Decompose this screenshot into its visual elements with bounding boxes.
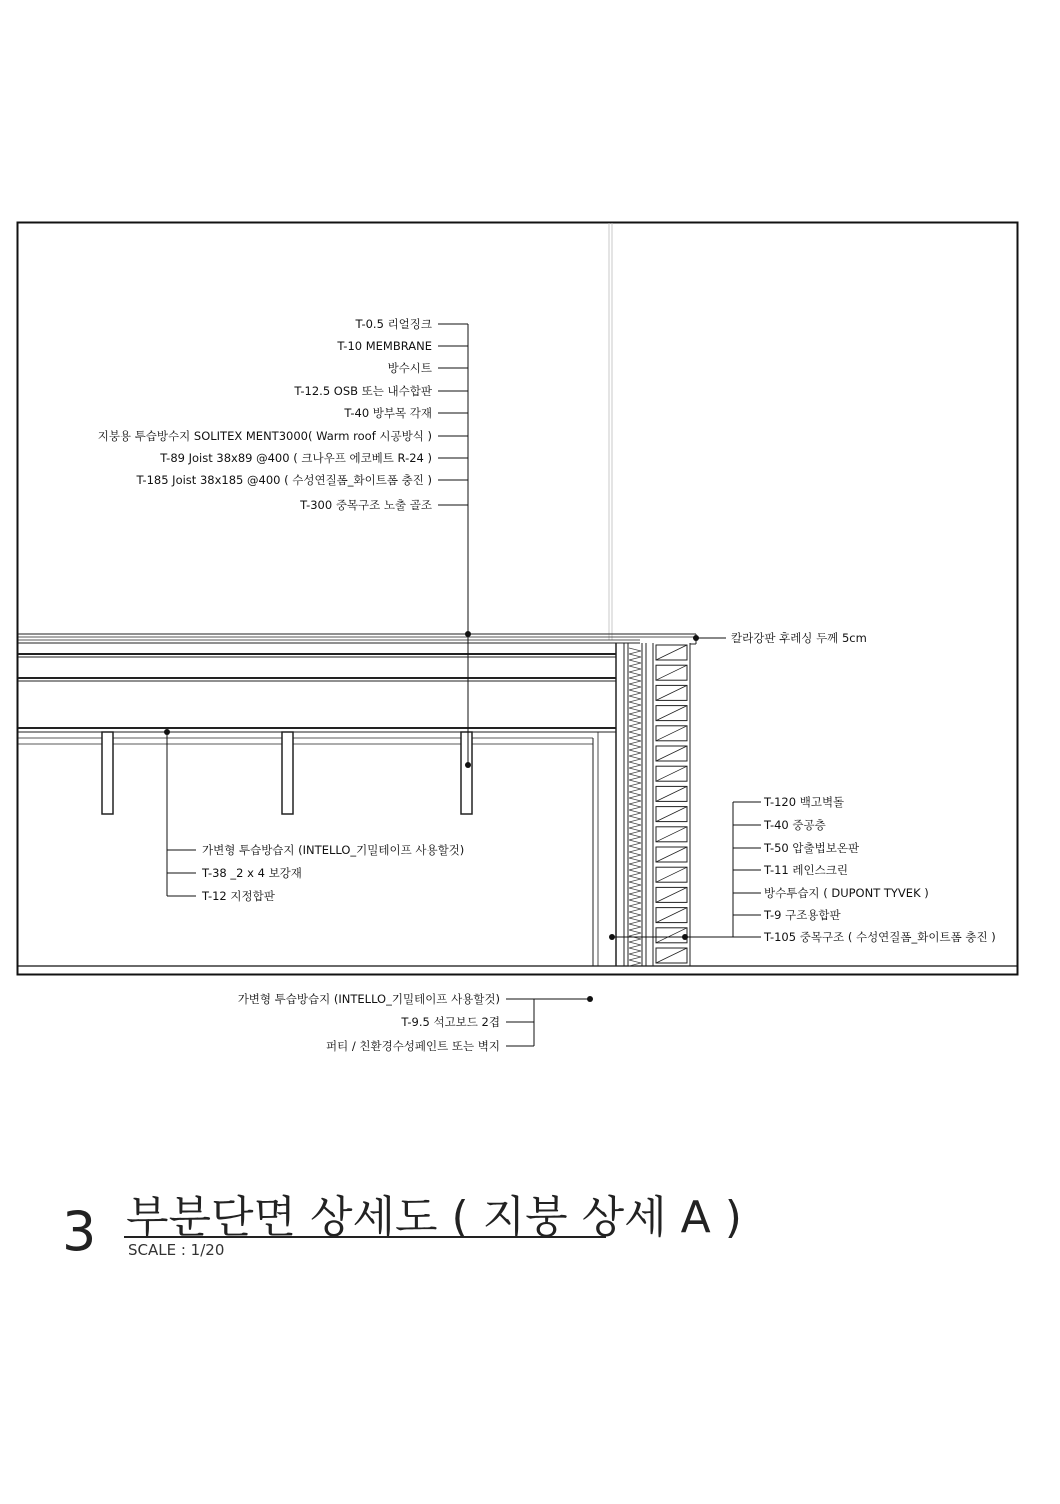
wall-label-group [763,795,996,944]
insulation-zigzag [629,672,641,678]
brick-hatch [656,827,687,842]
insulation-hatch [629,648,641,966]
roof-assembly [18,634,696,744]
brick-courses [656,645,687,963]
insulation-zigzag [629,654,641,660]
roof-label: T-12.5 OSB 또는 내수합판 [294,384,432,398]
wall-label: T-120 백고벽돌 [764,795,845,809]
insulation-zigzag [629,888,641,894]
insulation-zigzag [629,684,641,690]
ceiling-leader-lines [167,732,196,896]
brick-hatch [656,645,687,660]
brick-hatch [656,928,687,943]
interior-wall-label: 퍼티 / 친환경수성페인트 또는 벽지 [325,1039,500,1053]
brick-hatch [656,685,687,700]
roof-label: 방수시트 [387,361,432,375]
insulation-zigzag [629,786,641,792]
roof-label: T-10 MEMBRANE [337,339,432,353]
insulation-zigzag [629,942,641,948]
interior-wall-finish [593,732,598,966]
insulation-zigzag [629,948,641,954]
insulation-zigzag [629,666,641,672]
insulation-zigzag [629,660,641,666]
roof-label: T-300 중목구조 노출 골조 [300,498,432,512]
insulation-zigzag [629,792,641,798]
interior-wall-label: 가변형 투습방습지 (INTELLO_기밀테이프 사용할것) [237,992,500,1006]
insulation-zigzag [629,714,641,720]
insulation-zigzag [629,828,641,834]
insulation-zigzag [629,690,641,696]
roof-label: 지붕용 투습방수지 SOLITEX MENT3000( Warm roof 시공방식 ) [97,429,432,443]
leader-dot [609,934,615,940]
wall-label: 방수투습지 ( DUPONT TYVEK ) [764,886,929,900]
insulation-zigzag [629,762,641,768]
leader-dot [682,934,688,940]
insulation-zigzag [629,912,641,918]
roof-label: T-185 Joist 38x185 @400 ( 수성연질폼_화이트폼 충진 ) [136,473,432,487]
insulation-zigzag [629,930,641,936]
insulation-zigzag [629,882,641,888]
roof-label: T-89 Joist 38x89 @400 ( 크나우프 에코베트 R-24 ) [160,451,432,465]
wall-label: T-11 레인스크린 [764,863,848,877]
brick-hatch [656,746,687,761]
interior-label-group [238,992,500,1053]
brick-hatch [656,665,687,680]
insulation-zigzag [629,906,641,912]
insulation-zigzag [629,894,641,900]
wall-label: T-9 구조용합판 [764,908,841,922]
brick-hatch [656,786,687,801]
brick-hatch [656,726,687,741]
leader-dot [693,635,699,641]
insulation-zigzag [629,648,641,654]
insulation-zigzag [629,708,641,714]
insulation-zigzag [629,954,641,960]
drawing-number: 3 [62,1200,97,1263]
ceiling-label: T-12 지정합판 [202,889,275,903]
insulation-zigzag [629,816,641,822]
interior-wall-label: T-9.5 석고보드 2겹 [401,1015,500,1029]
ceiling-label-group [201,843,464,903]
wall-label: T-40 중공층 [764,818,826,832]
insulation-zigzag [629,744,641,750]
insulation-zigzag [629,924,641,930]
ceiling-label: T-38 _2 x 4 보강재 [202,866,302,880]
insulation-zigzag [629,822,641,828]
brick-hatch [656,948,687,963]
insulation-zigzag [629,852,641,858]
insulation-zigzag [629,756,641,762]
insulation-zigzag [629,774,641,780]
leader-dot [587,996,593,1002]
ceiling-label: 가변형 투습방습지 (INTELLO_기밀테이프 사용할것) [202,843,465,857]
insulation-zigzag [629,840,641,846]
roof-label-group [98,317,433,512]
brick-hatch [656,706,687,721]
drawing-title: 부분단면 상세도 ( 지붕 상세 A ) [126,1192,742,1243]
brick-hatch [656,908,687,923]
insulation-zigzag [629,732,641,738]
roof-label: T-40 방부목 각재 [344,406,432,420]
insulation-zigzag [629,804,641,810]
wall-label: T-105 중목구조 ( 수성연질폼_화이트폼 충진 ) [764,930,996,944]
leader-dot [465,762,471,768]
insulation-zigzag [629,810,641,816]
drawing-scale: SCALE : 1/20 [128,1241,225,1259]
insulation-zigzag [629,696,641,702]
insulation-zigzag [629,846,641,852]
insulation-zigzag [629,768,641,774]
fascia-label: 칼라강판 후레싱 두께 5cm [731,631,867,645]
brick-hatch [656,847,687,862]
insulation-zigzag [629,918,641,924]
insulation-zigzag [629,876,641,882]
interior-leader-lines [506,999,590,1046]
insulation-zigzag [629,702,641,708]
insulation-zigzag [629,960,641,966]
insulation-zigzag [629,870,641,876]
insulation-zigzag [629,834,641,840]
insulation-zigzag [629,780,641,786]
leader-dot [164,729,170,735]
brick-hatch [656,807,687,822]
insulation-zigzag [629,678,641,684]
insulation-zigzag [629,798,641,804]
insulation-zigzag [629,750,641,756]
wall-label: T-50 압출법보온판 [764,841,860,855]
leader-dot [465,631,471,637]
brick-hatch [656,766,687,781]
insulation-zigzag [629,726,641,732]
insulation-zigzag [629,738,641,744]
insulation-zigzag [629,864,641,870]
roof-leader-lines [438,324,468,765]
roof-label: T-0.5 리얼징크 [355,317,432,331]
brick-hatch [656,887,687,902]
insulation-zigzag [629,900,641,906]
insulation-zigzag [629,720,641,726]
insulation-zigzag [629,858,641,864]
brick-hatch [656,867,687,882]
